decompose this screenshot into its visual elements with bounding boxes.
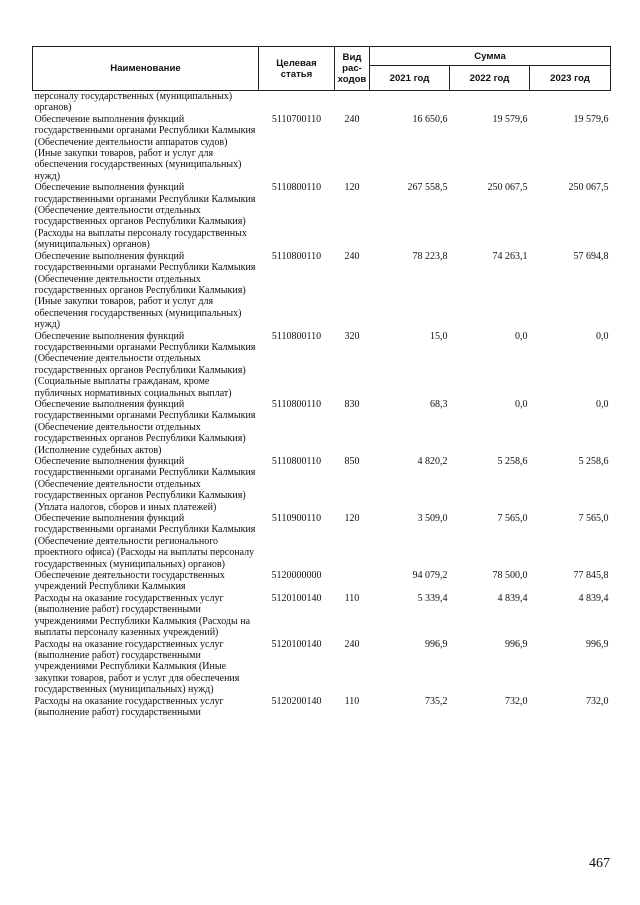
row-expense-type: 850 bbox=[344, 456, 360, 467]
row-amount-2023: 5 258,6 bbox=[578, 456, 609, 467]
row-expense-type: 240 bbox=[344, 113, 360, 125]
row-amount-2022: 4 839,4 bbox=[497, 592, 528, 604]
table-row bbox=[33, 696, 611, 719]
row-amount-2021: 78 223,8 bbox=[412, 250, 448, 262]
row-amount-2023: 250 067,5 bbox=[568, 182, 609, 194]
table-row bbox=[33, 91, 611, 114]
table-header bbox=[33, 47, 611, 91]
row-name: Расходы на оказание государственных услуг (выполнение работ) государственными bbox=[34, 695, 224, 718]
row-amount-2022: 78 500,0 bbox=[492, 570, 528, 582]
row-name: Обеспечение выполнения функций государственными органами Республики Калмыкия (Обеспечение деятельности отдельных государственных органов Республики Калмыкия) (Исполнение судебных актов) bbox=[34, 398, 256, 456]
row-target-code: 5110900110 bbox=[271, 513, 322, 525]
row-name: Обеспечение выполнения функций государственными органами Республики Калмыкия (Обеспечение деятельности отдельных государственных органов Республики Калмыкия) (Иные закупки товаров, работ и услуг для обеспечения государственных (муниципальных) нужд) bbox=[34, 250, 256, 331]
row-amount-2022: 74 263,1 bbox=[492, 250, 528, 262]
row-name: Обеспечение деятельности государственных учреждений Республики Калмыкия bbox=[34, 570, 225, 593]
row-amount-2021: 735,2 bbox=[425, 695, 448, 707]
table-row bbox=[33, 114, 611, 182]
row-amount-2022: 732,0 bbox=[505, 695, 528, 707]
table-row bbox=[33, 182, 611, 250]
row-target-code: 5120100140 bbox=[271, 592, 322, 604]
header-2022: 2022 год bbox=[450, 66, 530, 91]
row-expense-type: 240 bbox=[344, 250, 360, 262]
page-number: 467 bbox=[589, 856, 610, 871]
row-amount-2021: 267 558,5 bbox=[407, 182, 448, 194]
row-amount-2022: 5 258,6 bbox=[497, 456, 528, 467]
row-amount-2021: 15,0 bbox=[430, 330, 448, 342]
row-name: Обеспечение выполнения функций государственными органами Республики Калмыкия (Обеспечение деятельности аппаратов судов) (Иные закупки товаров, работ и услуг для обеспечения государственных (муниципальных) нужд) bbox=[34, 113, 256, 182]
table-body bbox=[33, 91, 611, 719]
row-amount-2023: 77 845,8 bbox=[573, 570, 609, 582]
budget-table bbox=[32, 46, 611, 718]
row-target-code: 5120100140 bbox=[271, 638, 322, 650]
row-amount-2021: 68,3 bbox=[430, 398, 448, 410]
row-target-code: 5120000000 bbox=[271, 570, 322, 582]
row-target-code: 5110800110 bbox=[271, 330, 322, 342]
row-amount-2023: 19 579,6 bbox=[573, 113, 609, 125]
row-amount-2023: 57 694,8 bbox=[573, 250, 609, 262]
row-amount-2022: 7 565,0 bbox=[497, 513, 528, 525]
table-row bbox=[33, 570, 611, 593]
header-2021: 2021 год bbox=[370, 66, 450, 91]
row-amount-2021: 3 509,0 bbox=[417, 513, 448, 525]
continuation-text: персоналу государственных (муниципальных) органов) bbox=[34, 91, 233, 114]
row-expense-type: 320 bbox=[344, 330, 360, 342]
table-row bbox=[33, 593, 611, 639]
row-name: Обеспечение выполнения функций государственными органами Республики Калмыкия (Обеспечение деятельности регионального проектного офиса) (Расходы на выплаты персоналу государственных (муниципальных) органов) bbox=[34, 513, 256, 570]
row-amount-2021: 94 079,2 bbox=[412, 570, 448, 582]
row-amount-2022: 996,9 bbox=[505, 638, 528, 650]
table-row bbox=[33, 639, 611, 696]
row-name: Расходы на оказание государственных услуг (выполнение работ) государственными учреждениями Республики Калмыкия (Расходы на выплаты персоналу казенных учреждений) bbox=[34, 592, 251, 639]
table-row bbox=[33, 331, 611, 399]
row-expense-type: 110 bbox=[344, 592, 360, 604]
header-sum: Сумма bbox=[370, 47, 611, 66]
row-amount-2021: 996,9 bbox=[425, 638, 448, 650]
row-amount-2021: 5 339,4 bbox=[417, 592, 448, 604]
row-name: Обеспечение выполнения функций государственными органами Республики Калмыкия (Обеспечение деятельности отдельных государственных органов Республики Калмыкия) (Расходы на выплаты персоналу государственных (муниципальных) органов) bbox=[34, 182, 256, 251]
row-amount-2023: 7 565,0 bbox=[578, 513, 609, 525]
row-amount-2022: 0,0 bbox=[515, 398, 528, 410]
row-amount-2021: 16 650,6 bbox=[412, 113, 448, 125]
table-row bbox=[33, 513, 611, 570]
row-amount-2023: 996,9 bbox=[586, 638, 609, 650]
row-name: Обеспечение выполнения функций государственными органами Республики Калмыкия (Обеспечение деятельности отдельных государственных органов Республики Калмыкия) (Уплата налогов, сборов и иных платежей) bbox=[34, 456, 256, 513]
header-name: Наименование bbox=[33, 47, 259, 91]
row-target-code: 5110700110 bbox=[271, 113, 322, 125]
row-amount-2022: 250 067,5 bbox=[487, 182, 528, 194]
row-amount-2022: 19 579,6 bbox=[492, 113, 528, 125]
row-expense-type: 240 bbox=[344, 638, 360, 650]
row-expense-type: 110 bbox=[344, 695, 360, 707]
row-amount-2021: 4 820,2 bbox=[417, 456, 448, 467]
row-expense-type: 120 bbox=[344, 182, 360, 194]
row-amount-2022: 0,0 bbox=[515, 330, 528, 342]
table-row bbox=[33, 399, 611, 456]
row-target-code: 5110800110 bbox=[271, 398, 322, 410]
row-amount-2023: 0,0 bbox=[596, 398, 609, 410]
row-target-code: 5110800110 bbox=[271, 182, 322, 194]
row-amount-2023: 0,0 bbox=[596, 330, 609, 342]
row-expense-type: 830 bbox=[344, 398, 360, 410]
row-amount-2023: 732,0 bbox=[586, 695, 609, 707]
table-row bbox=[33, 251, 611, 331]
header-target: Целевая статья bbox=[259, 47, 335, 91]
row-target-code: 5110800110 bbox=[271, 456, 322, 467]
header-type: Вид рас-ходов bbox=[335, 47, 370, 91]
row-amount-2023: 4 839,4 bbox=[578, 592, 609, 604]
row-expense-type bbox=[335, 570, 370, 593]
row-target-code: 5120200140 bbox=[271, 695, 322, 707]
row-name: Обеспечение выполнения функций государственными органами Республики Калмыкия (Обеспечение деятельности отдельных государственных органов Республики Калмыкия) (Социальные выплаты гражданам, кроме публичных нормативных социальных выплат) bbox=[34, 330, 256, 399]
table-row bbox=[33, 456, 611, 513]
row-target-code: 5110800110 bbox=[271, 250, 322, 262]
row-expense-type: 120 bbox=[344, 513, 360, 525]
header-2023: 2023 год bbox=[530, 66, 611, 91]
row-name: Расходы на оказание государственных услуг (выполнение работ) государственными учреждениями Республики Калмыкия (Иные закупки товаров, работ и услуг для обеспечения государственных (муниципальных) нужд) bbox=[34, 638, 240, 696]
